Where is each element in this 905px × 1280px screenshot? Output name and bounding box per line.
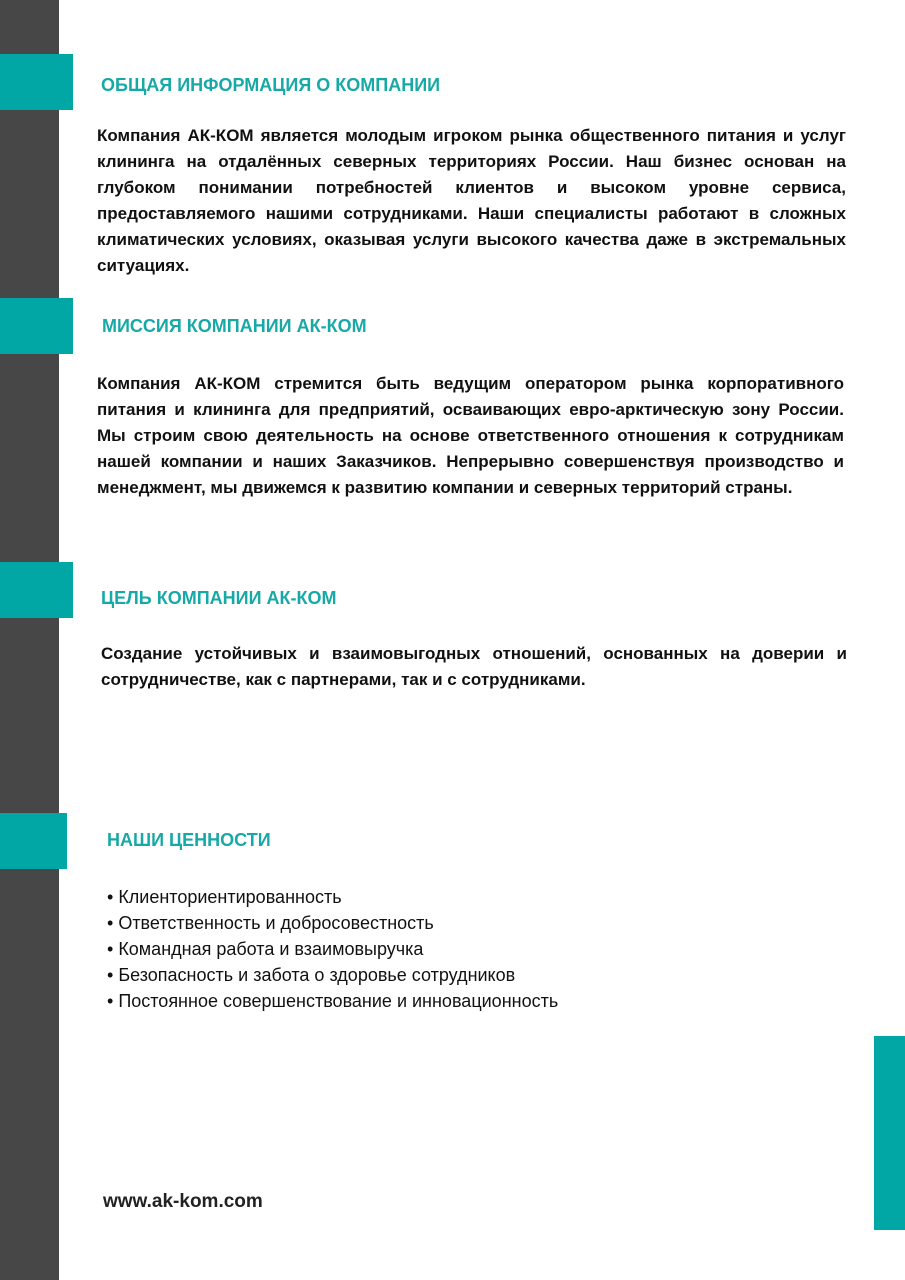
section-accent-tab	[0, 813, 67, 869]
list-item: • Ответственность и добросовестность	[107, 910, 807, 936]
section-accent-tab	[0, 562, 73, 618]
list-item: • Клиенториентированность	[107, 884, 807, 910]
values-list	[107, 884, 807, 1014]
section-title-general-info: ОБЩАЯ ИНФОРМАЦИЯ О КОМПАНИИ	[101, 75, 441, 95]
list-item: • Безопасность и забота о здоровье сотрудников	[107, 962, 807, 988]
section-text-goal: Создание устойчивых и взаимовыгодных отношений, основанных на доверии и сотрудничестве, как с партнерами, так и с сотрудниками.	[101, 644, 847, 689]
section-title-values: НАШИ ЦЕННОСТИ	[107, 830, 271, 850]
section-title-goal: ЦЕЛЬ КОМПАНИИ АК-КОМ	[101, 588, 337, 608]
list-item: • Постоянное совершенствование и инновационность	[107, 988, 807, 1014]
section-accent-tab	[0, 298, 73, 354]
website-text: www.ak-kom.com	[103, 1191, 263, 1212]
section-text-general-info: Компания АК-КОМ является молодым игроком рынка общественного питания и услуг клининга на отдалённых северных территориях России. Наш бизнес основан на глубоком понимании потребностей клиентов и высоком уровне сервиса, предоставляемого нашими сотрудниками. Наши специалисты работают в сложных климатических условиях, оказывая услуги высокого качества даже в экстремальных ситуациях.	[97, 126, 846, 275]
left-sidebar-bar	[0, 0, 59, 1280]
section-accent-tab	[0, 54, 73, 110]
right-accent-bar	[874, 1036, 905, 1230]
section-title-mission: МИССИЯ КОМПАНИИ АК-КОМ	[102, 316, 367, 336]
section-text-mission: Компания АК-КОМ стремится быть ведущим оператором рынка корпоративного питания и клининга для предприятий, осваивающих евро-арктическую зону России. Мы строим свою деятельность на основе ответственного отношения к сотрудникам нашей компании и наших Заказчиков. Непрерывно совершенствуя производство и менеджмент, мы движемся к развитию компании и северных территорий страны.	[97, 374, 844, 497]
list-item: • Командная работа и взаимовыручка	[107, 936, 807, 962]
